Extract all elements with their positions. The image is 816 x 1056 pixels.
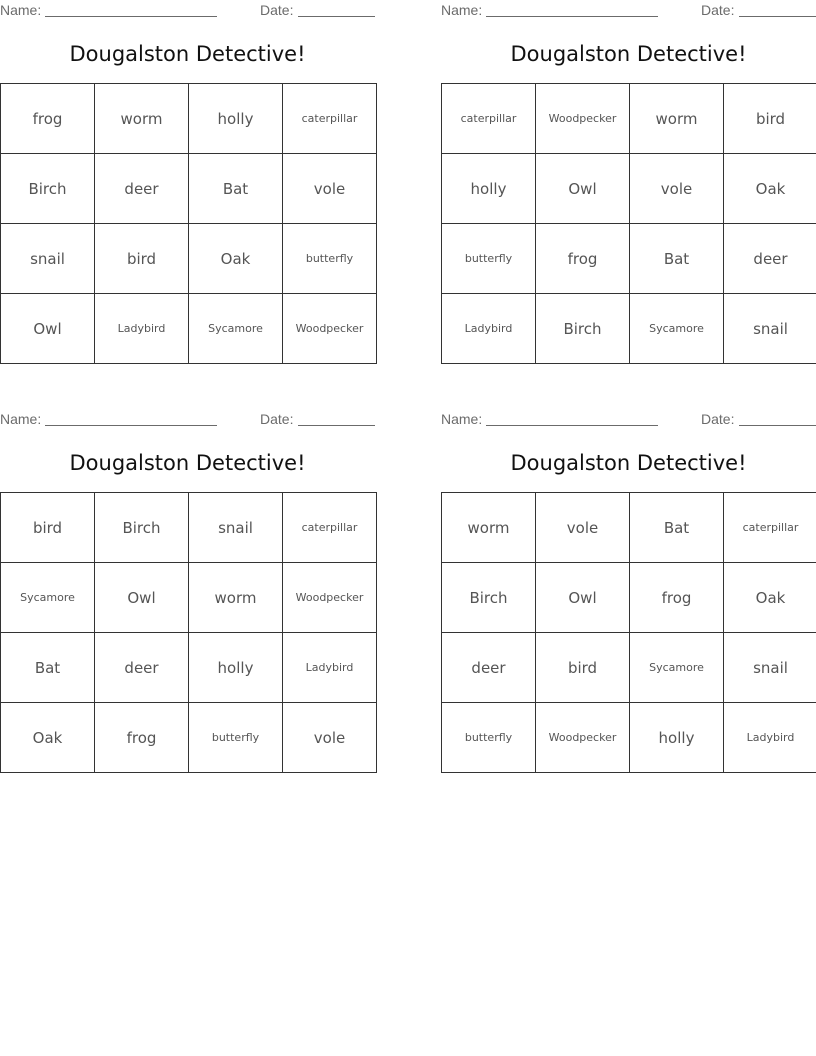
grid-cell: caterpillar <box>283 84 377 154</box>
bingo-grid <box>441 492 816 773</box>
grid-cell: caterpillar <box>283 493 377 563</box>
grid-cell: bird <box>724 84 816 154</box>
grid-cell: worm <box>630 84 724 154</box>
date-blank <box>739 425 816 426</box>
grid-cell: Ladybird <box>724 703 816 773</box>
name-label: Name: <box>441 411 483 427</box>
grid-row <box>442 703 816 773</box>
name-blank <box>486 16 658 17</box>
grid-cell: Ladybird <box>442 294 536 364</box>
name-date-line <box>441 411 816 429</box>
card-title: Dougalston Detective! <box>510 451 747 475</box>
grid-cell: Oak <box>724 563 816 633</box>
grid-cell: frog <box>95 703 189 773</box>
grid-cell: worm <box>95 84 189 154</box>
grid-cell: frog <box>1 84 95 154</box>
grid-row <box>1 493 377 563</box>
grid-cell: snail <box>724 633 816 703</box>
date-blank <box>739 16 816 17</box>
grid-cell: deer <box>95 154 189 224</box>
grid-cell: Sycamore <box>630 633 724 703</box>
grid-cell: Birch <box>95 493 189 563</box>
grid-cell: deer <box>442 633 536 703</box>
bingo-card-3 <box>0 409 375 774</box>
grid-cell: Woodpecker <box>283 294 377 364</box>
card-title: Dougalston Detective! <box>69 451 306 475</box>
grid-cell: vole <box>536 493 630 563</box>
grid-cell: Sycamore <box>189 294 283 364</box>
grid-row <box>442 154 816 224</box>
grid-cell: snail <box>189 493 283 563</box>
name-blank <box>45 425 217 426</box>
date-blank <box>298 425 375 426</box>
grid-cell: Oak <box>189 224 283 294</box>
grid-cell: Bat <box>1 633 95 703</box>
name-date-line <box>441 2 816 20</box>
grid-cell: butterfly <box>442 224 536 294</box>
grid-cell: deer <box>95 633 189 703</box>
date-label: Date: <box>701 2 735 18</box>
grid-cell: bird <box>95 224 189 294</box>
grid-row <box>1 703 377 773</box>
date-label: Date: <box>260 2 294 18</box>
grid-cell: holly <box>442 154 536 224</box>
grid-cell: Woodpecker <box>283 563 377 633</box>
bingo-card-4 <box>441 409 816 774</box>
grid-cell: frog <box>536 224 630 294</box>
grid-cell: caterpillar <box>442 84 536 154</box>
name-label: Name: <box>0 2 42 18</box>
grid-cell: Owl <box>95 563 189 633</box>
bingo-grid <box>0 492 377 773</box>
grid-cell: butterfly <box>442 703 536 773</box>
name-blank <box>486 425 658 426</box>
grid-row <box>442 493 816 563</box>
grid-cell: Bat <box>189 154 283 224</box>
grid-row <box>442 294 816 364</box>
grid-cell: Ladybird <box>283 633 377 703</box>
grid-cell: Sycamore <box>1 563 95 633</box>
grid-cell: bird <box>1 493 95 563</box>
grid-cell: Woodpecker <box>536 84 630 154</box>
grid-cell: frog <box>630 563 724 633</box>
grid-cell: worm <box>442 493 536 563</box>
grid-cell: Bat <box>630 224 724 294</box>
grid-cell: caterpillar <box>724 493 816 563</box>
grid-cell: Ladybird <box>95 294 189 364</box>
grid-row <box>442 224 816 294</box>
name-date-line <box>0 411 375 429</box>
grid-row <box>1 224 377 294</box>
name-date-line <box>0 2 375 20</box>
grid-row <box>1 84 377 154</box>
grid-cell: snail <box>1 224 95 294</box>
grid-cell: snail <box>724 294 816 364</box>
grid-cell: bird <box>536 633 630 703</box>
name-blank <box>45 16 217 17</box>
bingo-card-1 <box>0 0 375 365</box>
grid-row <box>442 563 816 633</box>
grid-cell: Oak <box>1 703 95 773</box>
bingo-card-2 <box>441 0 816 365</box>
date-label: Date: <box>260 411 294 427</box>
grid-row <box>1 563 377 633</box>
grid-row <box>442 633 816 703</box>
card-title: Dougalston Detective! <box>69 42 306 66</box>
bingo-grid <box>441 83 816 364</box>
grid-cell: Woodpecker <box>536 703 630 773</box>
card-title: Dougalston Detective! <box>510 42 747 66</box>
grid-cell: Owl <box>1 294 95 364</box>
grid-cell: Owl <box>536 154 630 224</box>
grid-row <box>1 154 377 224</box>
grid-cell: Birch <box>442 563 536 633</box>
grid-cell: holly <box>189 84 283 154</box>
grid-cell: Owl <box>536 563 630 633</box>
grid-cell: holly <box>630 703 724 773</box>
grid-cell: vole <box>630 154 724 224</box>
name-label: Name: <box>441 2 483 18</box>
grid-cell: Sycamore <box>630 294 724 364</box>
date-blank <box>298 16 375 17</box>
grid-cell: Oak <box>724 154 816 224</box>
grid-cell: holly <box>189 633 283 703</box>
grid-cell: vole <box>283 154 377 224</box>
date-label: Date: <box>701 411 735 427</box>
grid-row <box>1 633 377 703</box>
grid-cell: butterfly <box>189 703 283 773</box>
grid-cell: butterfly <box>283 224 377 294</box>
bingo-grid <box>0 83 377 364</box>
grid-cell: Birch <box>1 154 95 224</box>
grid-row <box>1 294 377 364</box>
grid-cell: worm <box>189 563 283 633</box>
grid-cell: Birch <box>536 294 630 364</box>
grid-row <box>442 84 816 154</box>
grid-cell: vole <box>283 703 377 773</box>
name-label: Name: <box>0 411 42 427</box>
grid-cell: deer <box>724 224 816 294</box>
grid-cell: Bat <box>630 493 724 563</box>
